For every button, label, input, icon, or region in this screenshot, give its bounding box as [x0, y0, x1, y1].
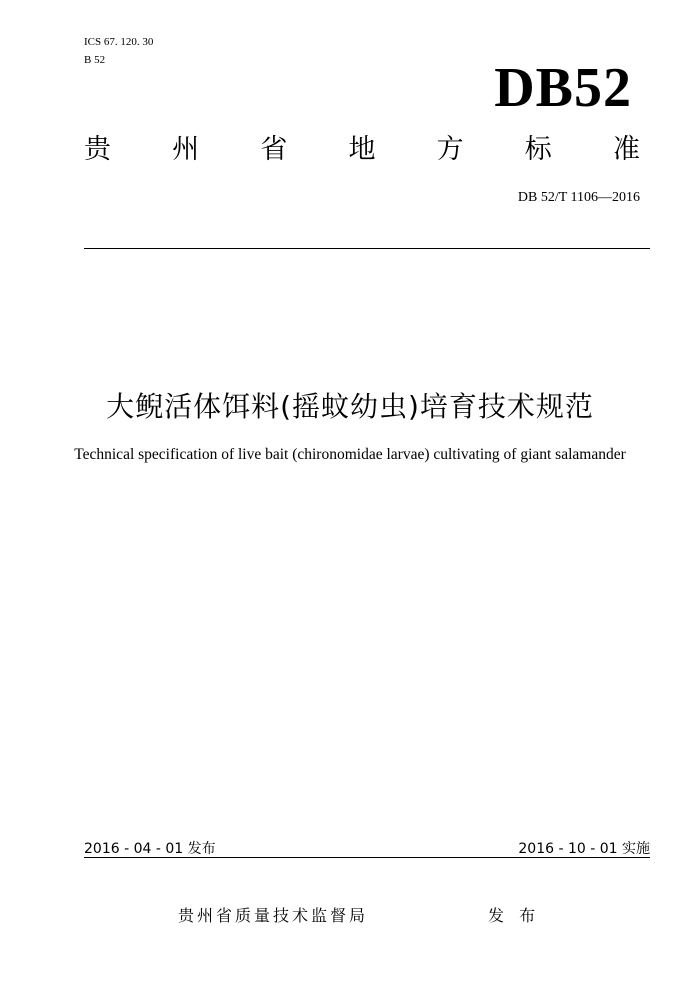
issue-date: 2016 - 04 - 01 发布 — [84, 841, 216, 857]
classification-code: B 52 — [84, 54, 106, 66]
standard-type-char: 方 — [436, 134, 464, 165]
standard-number: DB 52/T 1106—2016 — [517, 190, 640, 205]
issuing-authority: 贵州省质量技术监督局 — [178, 906, 369, 925]
standard-type-char: 地 — [348, 134, 376, 165]
standard-type-char: 准 — [612, 134, 640, 165]
standard-type-char: 省 — [260, 134, 288, 165]
standard-logo: DB52 — [494, 57, 632, 119]
document-title-english: Technical specification of live bait (chironomidae larvae) cultivating of giant salamander — [74, 446, 626, 463]
ics-code: ICS 67. 120. 30 — [84, 36, 154, 48]
standard-type-heading — [84, 136, 640, 163]
standard-type-char: 贵 — [84, 134, 111, 165]
document-title-chinese: 大鲵活体饵料(摇蚊幼虫)培育技术规范 — [106, 390, 594, 423]
header-divider — [84, 248, 650, 249]
standard-type-char: 州 — [172, 134, 200, 165]
footer-divider — [84, 857, 650, 858]
implementation-date: 2016 - 10 - 01 实施 — [518, 841, 650, 857]
release-label: 发 布 — [488, 906, 541, 925]
standard-type-char: 标 — [524, 134, 552, 165]
